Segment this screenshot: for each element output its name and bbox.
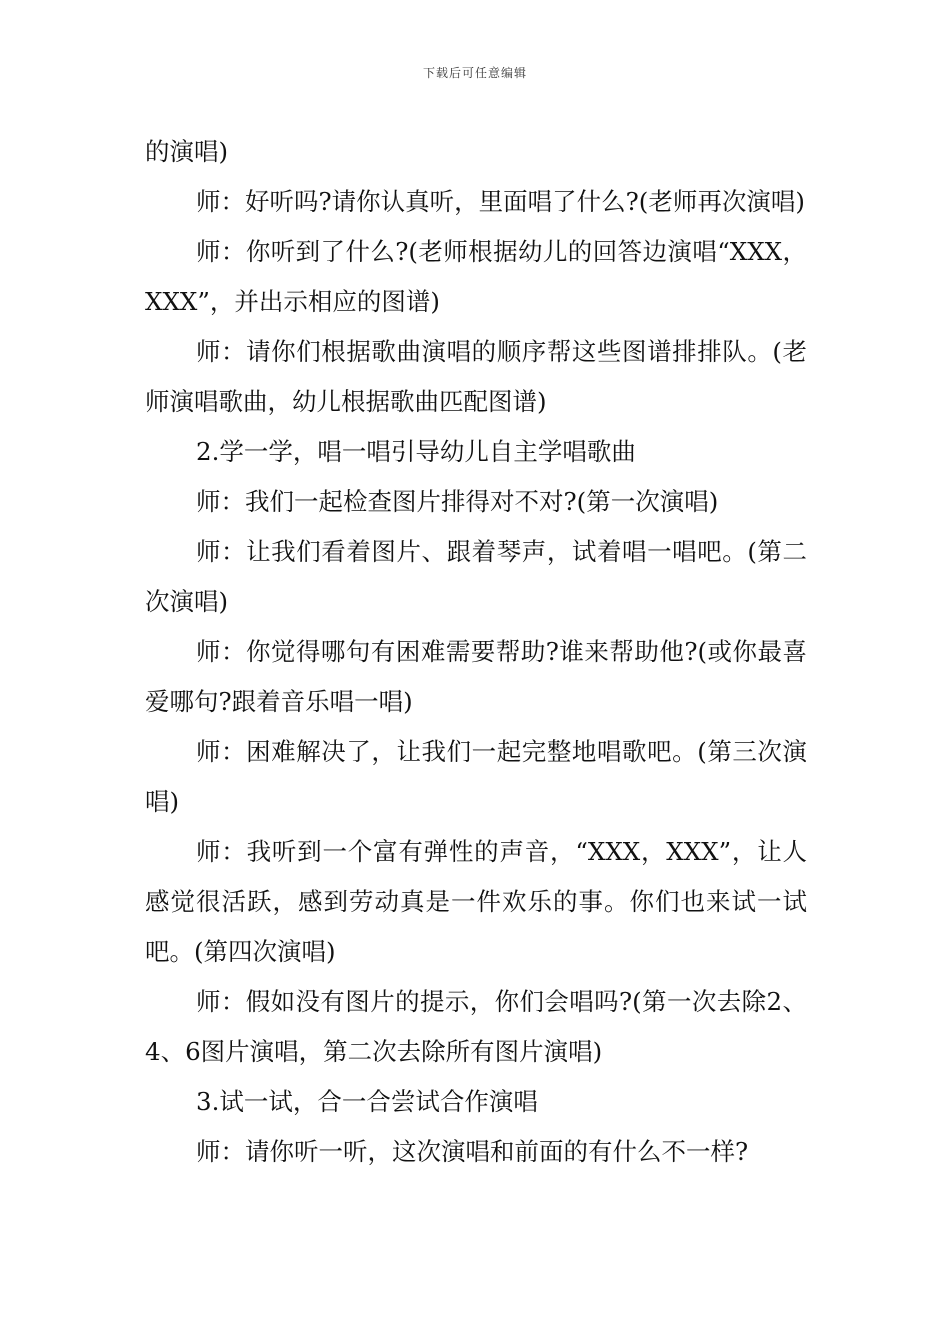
paragraph-11: 师：假如没有图片的提示，你们会唱吗?(第一次去除2、4、6图片演唱，第二次去除所有图片演唱) <box>145 987 807 1066</box>
paragraph-6: 师：我们一起检查图片排得对不对?(第一次演唱) <box>196 487 719 516</box>
section-heading-3: 3.试一试，合一合尝试合作演唱 <box>196 1087 538 1116</box>
section-heading-2: 2.学一学，唱一唱引导幼儿自主学唱歌曲 <box>196 437 636 466</box>
paragraph-1: 的演唱) <box>145 137 229 166</box>
document-body <box>145 127 807 1177</box>
paragraph-3: 师：你听到了什么?(老师根据幼儿的回答边演唱“XXX，XXX”，并出示相应的图谱) <box>145 237 807 316</box>
paragraph-13: 师：请你听一听，这次演唱和前面的有什么不一样? <box>196 1137 749 1166</box>
page-header: 下载后可任意编辑 <box>422 66 527 80</box>
paragraph-10: 师：我听到一个富有弹性的声音，“XXX，XXX”，让人感觉很活跃，感到劳动真是一件欢乐的事。你们也来试一试吧。(第四次演唱) <box>145 837 807 966</box>
paragraph-9: 师：困难解决了，让我们一起完整地唱歌吧。(第三次演唱) <box>145 737 807 816</box>
paragraph-7: 师：让我们看着图片、跟着琴声，试着唱一唱吧。(第二次演唱) <box>145 537 807 616</box>
paragraph-8: 师：你觉得哪句有困难需要帮助?谁来帮助他?(或你最喜爱哪句?跟着音乐唱一唱) <box>145 637 807 716</box>
paragraph-2: 师：好听吗?请你认真听，里面唱了什么?(老师再次演唱) <box>196 187 805 216</box>
paragraph-4: 师：请你们根据歌曲演唱的顺序帮这些图谱排排队。(老师演唱歌曲，幼儿根据歌曲匹配图谱) <box>145 337 807 416</box>
